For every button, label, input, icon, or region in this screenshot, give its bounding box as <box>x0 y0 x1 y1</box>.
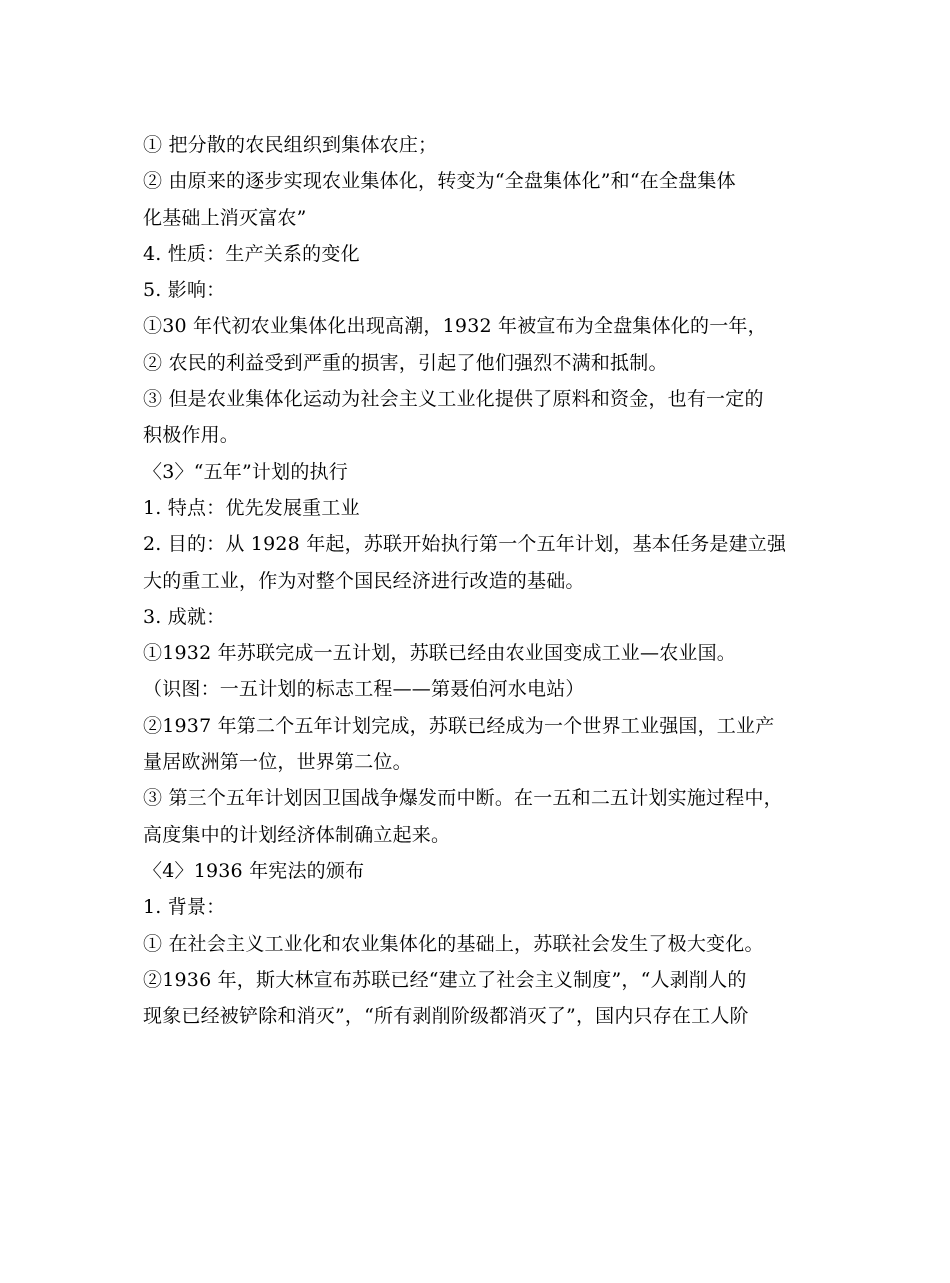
text-line: ①30 年代初农业集体化出现高潮，1932 年被宣布为全盘集体化的一年， <box>143 315 767 338</box>
text-line: ③ 但是农业集体化运动为社会主义工业化提供了原料和资金，也有一定的 <box>143 388 764 411</box>
text-line: ② 由原来的逐步实现农业集体化，转变为“全盘集体化”和“在全盘集体 <box>143 170 736 193</box>
section-heading: 〈3〉“五年”计划的执行 <box>143 460 348 483</box>
text-line: ①1932 年苏联完成一五计划，苏联已经由农业国变成工业—农业国。 <box>143 642 736 665</box>
section-heading: 〈4〉1936 年宪法的颁布 <box>143 859 365 882</box>
text-line: ②1936 年，斯大林宣布苏联已经“建立了社会主义制度”，“人剥削人的 <box>143 968 747 991</box>
text-line: 现象已经被铲除和消灭”，“所有剥削阶级都消灭了”，国内只存在工人阶 <box>143 1005 749 1028</box>
text-line: 3. 成就： <box>143 605 226 628</box>
text-line: 5. 影响： <box>143 279 226 302</box>
text-line: ②1937 年第二个五年计划完成，苏联已经成为一个世界工业强国，工业产 <box>143 714 775 737</box>
document-body <box>143 127 823 1034</box>
text-line: ① 把分散的农民组织到集体农庄； <box>143 134 438 156</box>
text-line: 4. 性质：生产关系的变化 <box>143 242 360 265</box>
text-line: ② 农民的利益受到严重的损害，引起了他们强烈不满和抵制。 <box>143 351 668 374</box>
text-line: 2. 目的：从 1928 年起，苏联开始执行第一个五年计划，基本任务是建立强 <box>143 533 787 556</box>
text-line: 化基础上消灭富农” <box>143 206 307 229</box>
text-line: （识图：一五计划的标志工程——第聂伯河水电站） <box>143 678 585 701</box>
text-line: 量居欧洲第一位，世界第二位。 <box>143 751 412 774</box>
text-line: 大的重工业，作为对整个国民经济进行改造的基础。 <box>143 569 585 592</box>
text-line: ③ 第三个五年计划因卫国战争爆发而中断。在一五和二五计划实施过程中， <box>143 787 783 810</box>
text-line: 1. 背景： <box>143 896 226 919</box>
text-line: 高度集中的计划经济体制确立起来。 <box>143 823 451 846</box>
text-line: 积极作用。 <box>143 424 240 447</box>
text-line: ① 在社会主义工业化和农业集体化的基础上，苏联社会发生了极大变化。 <box>143 932 764 955</box>
text-line: 1. 特点：优先发展重工业 <box>143 496 360 519</box>
